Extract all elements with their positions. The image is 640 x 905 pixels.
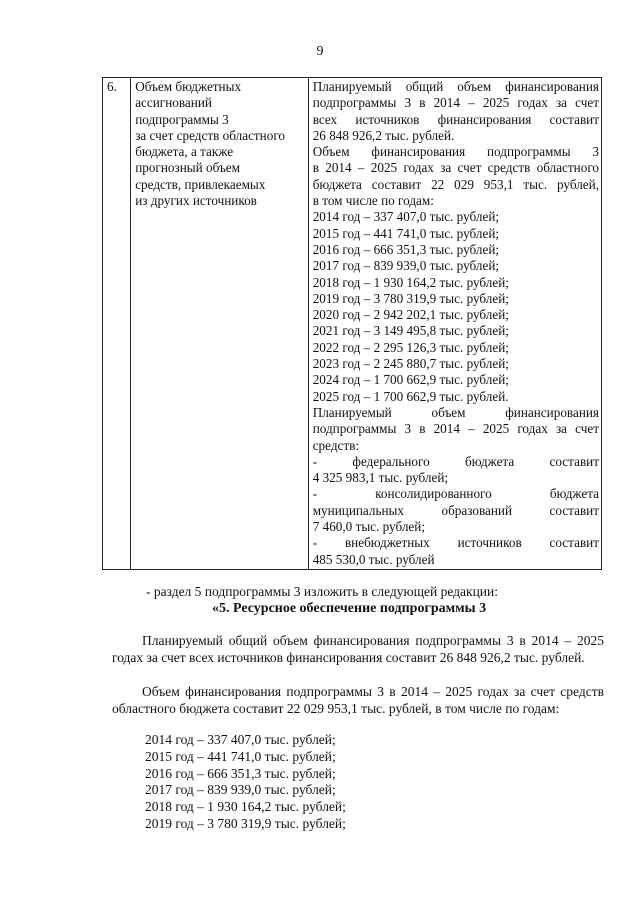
sources-line: подпрограммы 3 в 2014 – 2025 годах за счет bbox=[312, 421, 599, 437]
paragraph bbox=[112, 632, 604, 666]
label-line: за счет средств областного bbox=[135, 127, 286, 143]
total-line: всех источников финансирования составит bbox=[312, 111, 599, 127]
year-line: 2024 год – 1 700 662,9 тыс. рублей; bbox=[312, 372, 509, 388]
paragraph bbox=[112, 683, 604, 717]
financing-table bbox=[102, 77, 602, 570]
label-line: подпрограммы 3 bbox=[135, 111, 229, 127]
label-line: бюджета, а также bbox=[135, 144, 234, 160]
year-line: 2025 год – 1 700 662,9 тыс. рублей. bbox=[312, 388, 509, 404]
regional-line: в 2014 – 2025 годах за счет средств областного bbox=[312, 160, 599, 176]
municipal-line: - консолидированного бюджета bbox=[312, 486, 599, 502]
year-line: 2023 год – 2 245 880,7 тыс. рублей; bbox=[312, 356, 509, 372]
sources-line: средств: bbox=[312, 437, 360, 453]
municipal-line: муниципальных образований составит bbox=[312, 502, 599, 518]
row-content bbox=[308, 78, 601, 570]
table-row bbox=[103, 78, 602, 570]
label-line: прогнозный объем bbox=[135, 160, 240, 176]
federal-line: - федерального бюджета составит bbox=[312, 453, 599, 469]
paragraph-text: Планируемый общий объем финансирования подпрограммы 3 в 2014 – 2025 годах за счет всех источников финансирования составит 26 848 926,2 тыс. рублей. bbox=[112, 633, 604, 665]
row-label bbox=[131, 78, 309, 570]
amendment-text: - раздел 5 подпрограммы 3 изложить в следующей редакции: bbox=[146, 584, 498, 599]
regional-line: Объем финансирования подпрограммы 3 bbox=[312, 144, 599, 160]
year-line: 2022 год – 2 295 126,3 тыс. рублей; bbox=[312, 339, 509, 355]
label-line: средств, привлекаемых bbox=[135, 176, 266, 192]
sources-line: Планируемый объем финансирования bbox=[312, 404, 599, 420]
total-line: подпрограммы 3 в 2014 – 2025 годах за счет bbox=[312, 95, 599, 111]
year-line: 2016 год – 666 351,3 тыс. рублей; bbox=[312, 241, 500, 257]
years-list bbox=[145, 732, 346, 833]
page-number: 9 bbox=[316, 44, 324, 59]
year-line: 2021 год – 3 149 495,8 тыс. рублей; bbox=[312, 323, 509, 339]
paragraph-text: Объем финансирования подпрограммы 3 в 2014 – 2025 годах за счет средств областного бюджета составит 22 029 953,1 тыс. рублей, в том числе по годам: bbox=[112, 684, 604, 716]
extrabudget-line: 485 530,0 тыс. рублей bbox=[312, 551, 435, 567]
regional-line: бюджета составит 22 029 953,1 тыс. рублей, bbox=[312, 176, 599, 192]
row-number: 6. bbox=[103, 78, 131, 570]
total-line: 26 848 926,2 тыс. рублей. bbox=[312, 127, 455, 143]
year-line: 2015 год – 441 741,0 тыс. рублей; bbox=[312, 225, 500, 241]
extrabudget-line: - внебюджетных источников составит bbox=[312, 535, 599, 551]
year-line: 2014 год – 337 407,0 тыс. рублей; bbox=[145, 732, 336, 747]
municipal-line: 7 460,0 тыс. рублей; bbox=[312, 519, 426, 535]
year-line: 2015 год – 441 741,0 тыс. рублей; bbox=[145, 748, 336, 764]
label-line: Объем бюджетных bbox=[135, 79, 242, 94]
year-line: 2017 год – 839 939,0 тыс. рублей; bbox=[312, 258, 500, 274]
year-line: 2014 год – 337 407,0 тыс. рублей; bbox=[312, 209, 500, 225]
year-line: 2019 год – 3 780 319,9 тыс. рублей; bbox=[312, 290, 509, 306]
year-line: 2017 год – 839 939,0 тыс. рублей; bbox=[145, 782, 336, 798]
label-line: ассигнований bbox=[135, 95, 212, 111]
regional-line: в том числе по годам: bbox=[312, 193, 434, 209]
year-line: 2016 год – 666 351,3 тыс. рублей; bbox=[145, 765, 336, 781]
total-line: Планируемый общий объем финансирования bbox=[312, 79, 599, 94]
federal-line: 4 325 983,1 тыс. рублей; bbox=[312, 470, 449, 486]
label-line: из других источников bbox=[135, 193, 257, 209]
year-line: 2018 год – 1 930 164,2 тыс. рублей; bbox=[145, 799, 346, 815]
year-line: 2019 год – 3 780 319,9 тыс. рублей; bbox=[145, 815, 346, 831]
year-line: 2018 год – 1 930 164,2 тыс. рублей; bbox=[312, 274, 509, 290]
section-heading: «5. Ресурсное обеспечение подпрограммы 3 bbox=[212, 601, 487, 616]
year-line: 2020 год – 2 942 202,1 тыс. рублей; bbox=[312, 307, 509, 323]
